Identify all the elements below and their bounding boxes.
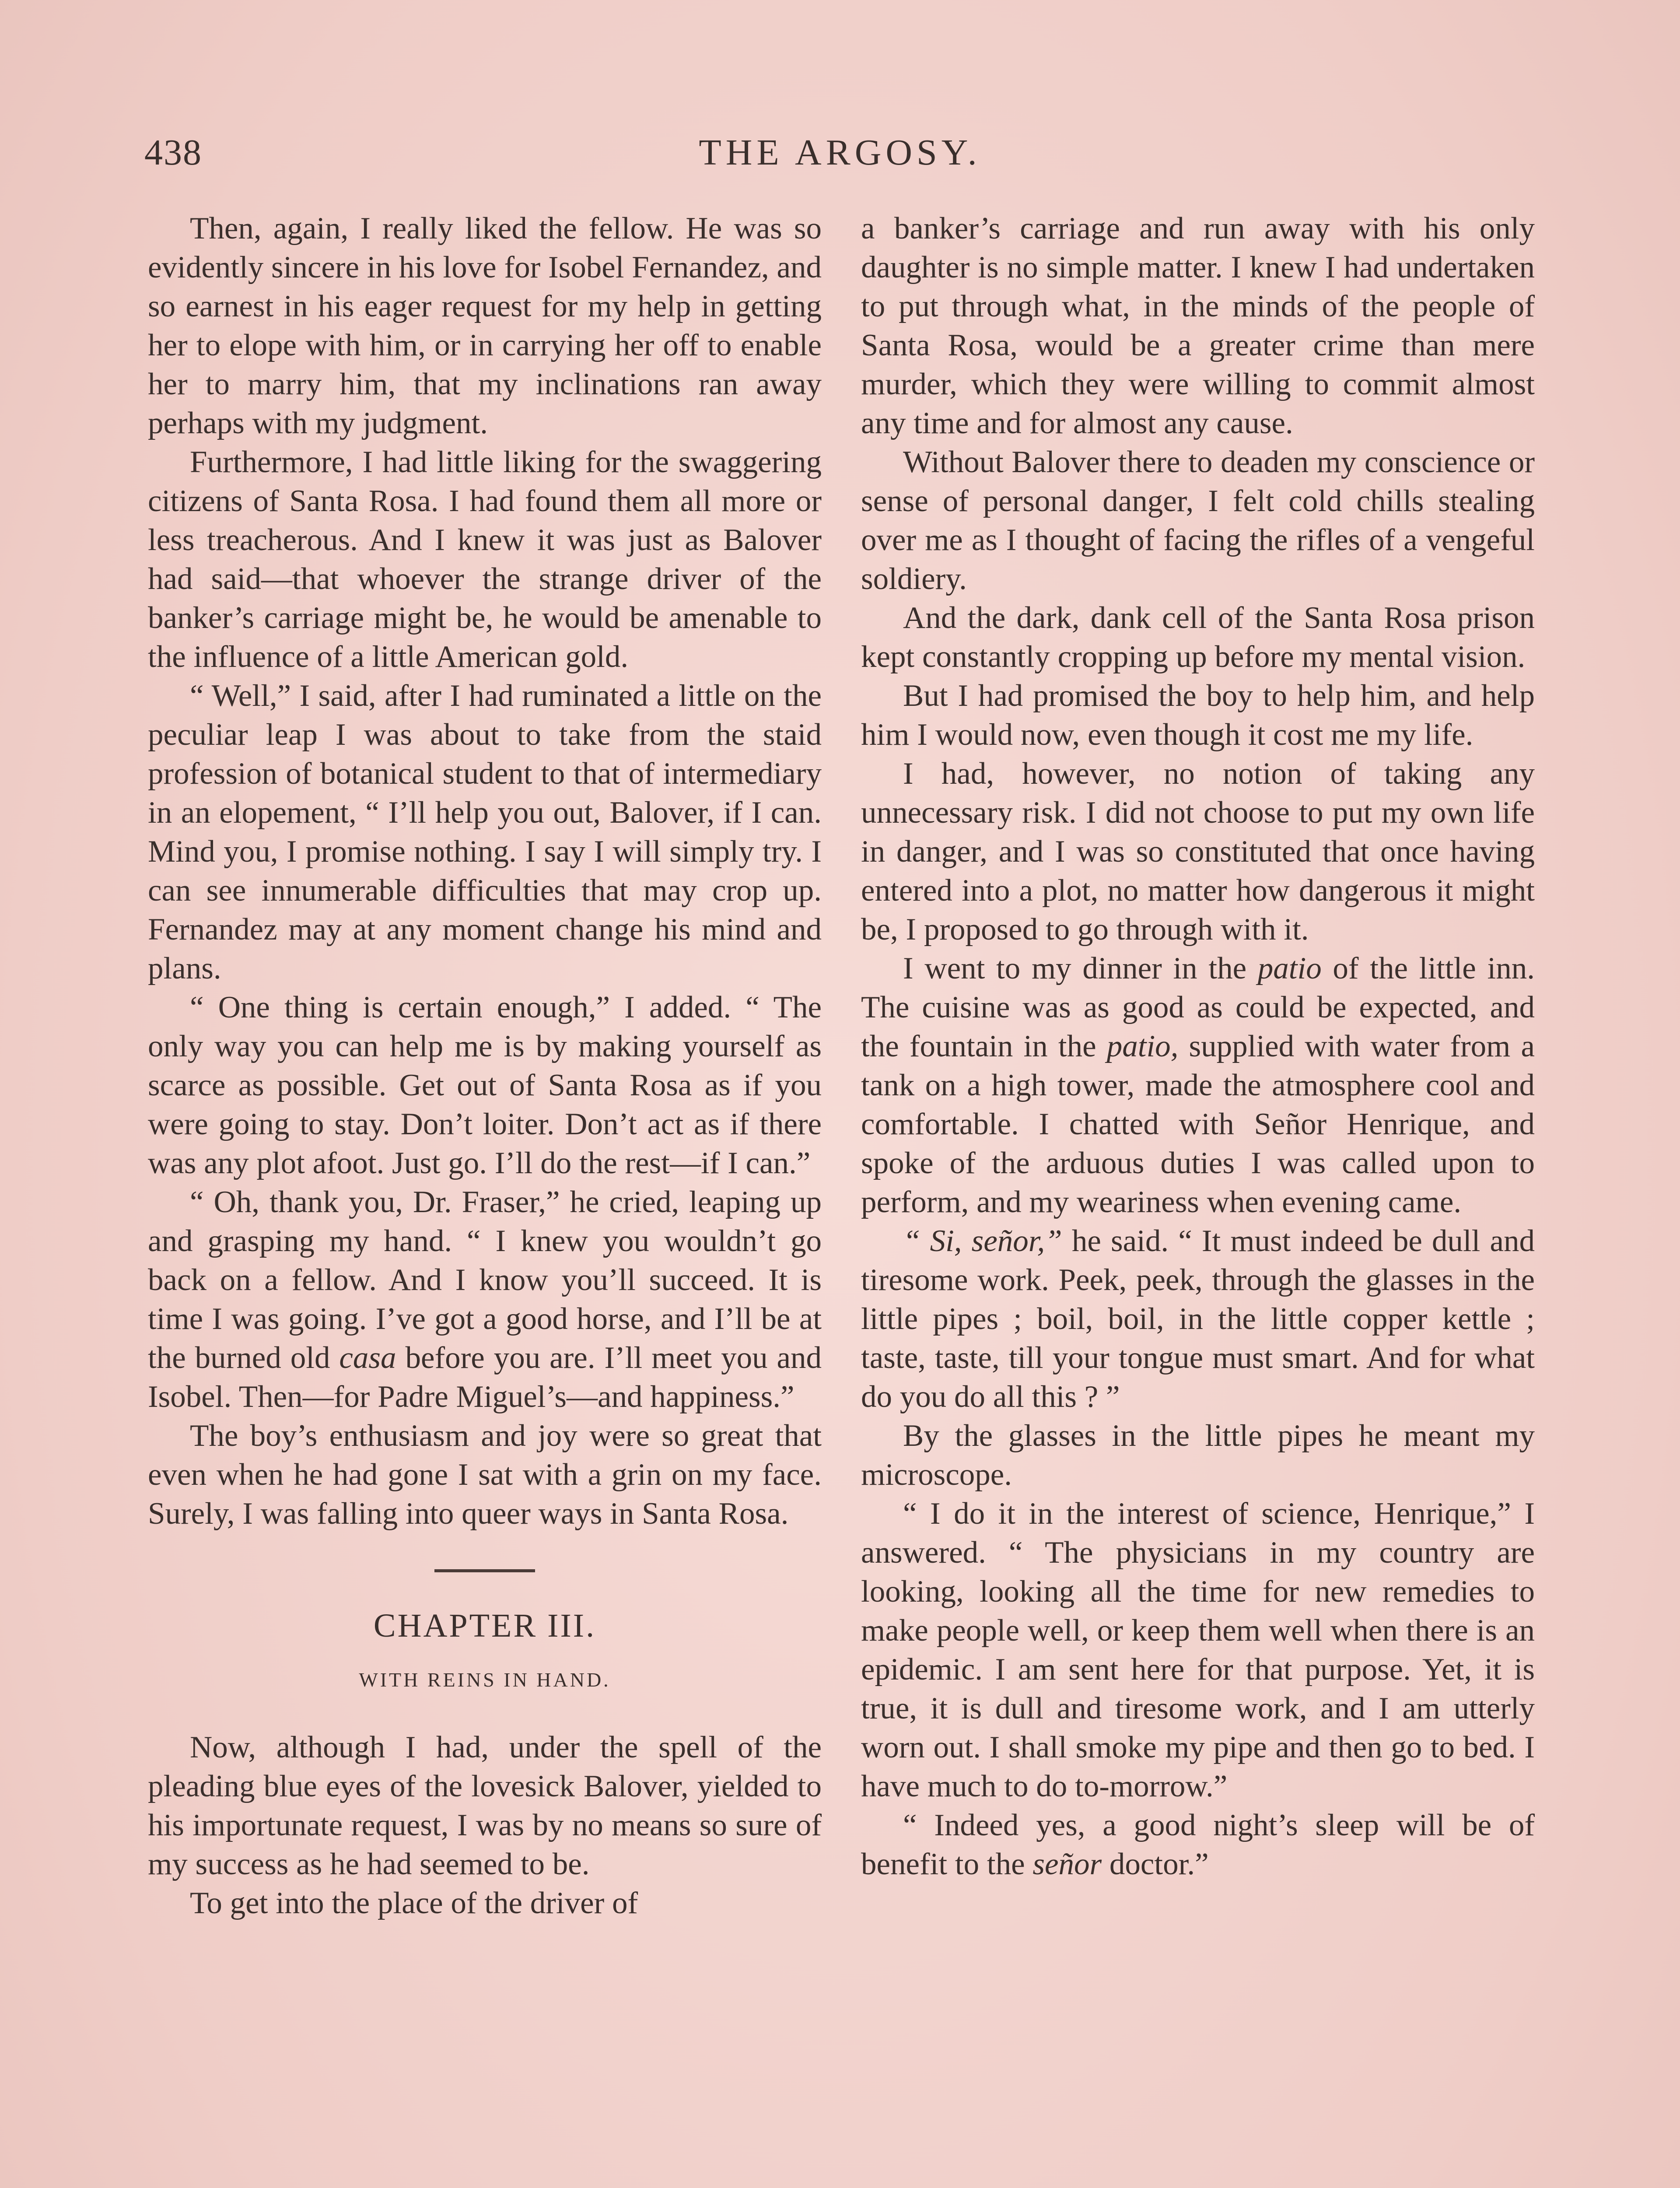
- text-run: he said. “ It must indeed be dull and tiresome work. Peek, peek, through the glasses in the little pipes ; boil, boil, in the little copper kettle ; taste, taste, till your tongue must smart. And for what do you do all this ? ”: [861, 1224, 1535, 1414]
- paragraph: “ Well,” I said, after I had ruminated a little on the peculiar leap I was about to take from the staid profession of botanical student to that of intermediary in an elopement, “ I’ll help you out, Balover, if I can. Mind you, I promise nothing. I say I will simply try. I can see innumerable difficulties that may crop up. Fernandez may at any moment change his mind and plans.: [148, 679, 822, 985]
- paragraph: I had, however, no notion of taking any unnecessary risk. I did not choose to put my own life in danger, and I was so constituted that once having entered into a plot, no matter how dangerous it might be, I proposed to go through with it.: [861, 757, 1535, 947]
- paragraph: [861, 1806, 1535, 1884]
- paragraph: “ One thing is certain enough,” I added. “ The only way you can help me is by making yourself as scarce as possible. Get out of Santa Rosa as if you were going to stay. Don’t loiter. Don’t act as if there was any plot afoot. Just go. I’ll do the rest—if I can.”: [148, 990, 822, 1180]
- paragraph: Without Balover there to deaden my conscience or sense of personal danger, I felt cold chills stealing over me as I thought of facing the rifles of a vengeful soldiery.: [861, 445, 1535, 596]
- text-run: I went to my dinner in the: [903, 951, 1258, 985]
- text-run: “ Oh, thank you, Dr. Fraser,” he cried, leaping up and grasping my hand. “ I knew you wouldn’t go back on a fellow. And I know you’ll succeed. It is time I was going. I’ve got a good horse, and I’ll be at the burned old: [148, 1185, 822, 1375]
- paragraph: [861, 1222, 1535, 1417]
- section-divider: [434, 1569, 535, 1572]
- paragraph: To get into the place of the driver of: [190, 1886, 638, 1920]
- paragraph: And the dark, dank cell of the Santa Rosa prison kept constantly cropping up before my mental vision.: [861, 601, 1535, 674]
- text-run: “ Indeed yes, a good night’s sleep will be of benefit to the: [861, 1808, 1535, 1881]
- text-run: before you are. I’ll meet you and Isobel. Then—for Padre Miguel’s—and happiness.”: [148, 1341, 822, 1414]
- text-run: of the little inn. The cuisine was as good as could be expected, and the fountain in the: [861, 951, 1535, 1063]
- paragraph: Furthermore, I had little liking for the swaggering citizens of Santa Rosa. I had found them all more or less treacherous. And I knew it was just as Balover had said—that whoever the strange driver of the banker’s carriage might be, he would be amenable to the influence of a little American gold.: [148, 445, 822, 674]
- paragraph: The boy’s enthusiasm and joy were so great that even when he had gone I sat with a grin on my face. Surely, I was falling into queer ways in Santa Rosa.: [148, 1419, 822, 1531]
- paragraph: [861, 949, 1535, 1222]
- page-header: [144, 131, 1536, 179]
- running-title: THE ARGOSY.: [699, 132, 981, 173]
- right-column: [861, 209, 1535, 1884]
- paragraph: [148, 1183, 822, 1417]
- paragraph: a banker’s carriage and run away with his only daughter is no simple matter. I knew I had undertaken to put through what, in the minds of the people of Santa Rosa, would be a greater crime than mere murder, which they were willing to commit almost any time and for almost any cause.: [861, 211, 1535, 440]
- paragraph: But I had promised the boy to help him, and help him I would now, even though it cost me my life.: [861, 679, 1535, 752]
- text-run: doctor.”: [1102, 1847, 1209, 1881]
- italic-word: patio,: [1106, 1029, 1179, 1063]
- chapter-title: CHAPTER III.: [373, 1607, 596, 1644]
- paragraph: “ I do it in the interest of science, Henrique,” I answered. “ The physicians in my country are looking, looking all the time for new remedies to make people well, or keep them well when there is an epidemic. I am sent here for that purpose. Yet, it is true, it is dull and tiresome work, and I am utterly worn out. I shall smoke my pipe and then go to bed. I have much to do to-morrow.”: [861, 1497, 1535, 1803]
- italic-word: patio: [1257, 951, 1322, 985]
- paragraph: By the glasses in the little pipes he meant my microscope.: [861, 1419, 1535, 1492]
- paragraph: Then, again, I really liked the fellow. He was so evidently sincere in his love for Isobel Fernandez, and so earnest in his eager request for my help in getting her to elope with him, or in carrying her off to enable her to marry him, that my inclinations ran away perhaps with my judgment.: [148, 211, 822, 440]
- italic-phrase: “ Si, señor,”: [903, 1224, 1062, 1258]
- italic-word: casa: [339, 1341, 396, 1375]
- text-run: supplied with water from a tank on a high tower, made the atmosphere cool and comfortable. I chatted with Señor Henrique, and spoke of the arduous duties I was called upon to perform, and my weariness when evening came.: [861, 1029, 1535, 1219]
- paragraph: Now, although I had, under the spell of the pleading blue eyes of the lovesick Balover, yielded to his importunate request, I was by no means so sure of my success as he had seemed to be.: [148, 1730, 822, 1881]
- page-number: 438: [144, 132, 202, 173]
- chapter-subtitle: WITH REINS IN HAND.: [359, 1669, 611, 1691]
- italic-word: señor: [1032, 1847, 1102, 1881]
- left-column: [148, 209, 822, 1923]
